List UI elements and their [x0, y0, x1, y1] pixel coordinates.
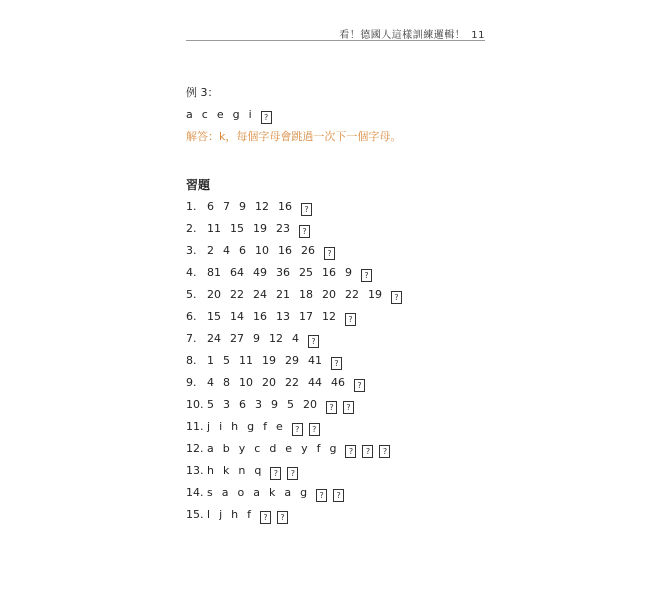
sequence-term: 19	[368, 288, 382, 301]
sequence-term: 5	[223, 354, 230, 367]
sequence-term: c	[201, 108, 208, 121]
sequence-term: 6	[239, 398, 246, 411]
sequence-term: j	[207, 420, 211, 433]
exercise-number: 14.	[186, 486, 204, 499]
exercise-number: 10.	[186, 398, 204, 411]
exercise-number: 7.	[186, 332, 197, 345]
blank-box: ?	[391, 291, 402, 304]
example-sequence	[186, 106, 486, 128]
blank-box: ?	[354, 379, 365, 392]
blank-box: ?	[299, 225, 310, 238]
sequence-term: 16	[278, 200, 292, 213]
exercise-item	[186, 352, 486, 374]
sequence-term: 9	[345, 266, 352, 279]
sequence-term: k	[222, 464, 230, 477]
blank-box: ?	[292, 423, 303, 436]
exercise-item	[186, 484, 486, 506]
sequence-term: 12	[255, 200, 269, 213]
sequence-term: 12	[269, 332, 283, 345]
sequence-term: 27	[230, 332, 244, 345]
sequence-term: d	[269, 442, 277, 455]
blank-box: ?	[324, 247, 335, 260]
sequence-term: 5	[287, 398, 294, 411]
sequence-term: 20	[303, 398, 317, 411]
sequence-term: 10	[239, 376, 253, 389]
exercise-item	[186, 330, 486, 352]
sequence-term: 81	[207, 266, 221, 279]
sequence-term: 41	[308, 354, 322, 367]
exercise-item	[186, 264, 486, 286]
blank-box: ?	[326, 401, 337, 414]
sequence-term: 6	[239, 244, 246, 257]
exercise-number: 3.	[186, 244, 197, 257]
blank-box: ?	[261, 111, 272, 124]
blank-box: ?	[379, 445, 390, 458]
exercise-number: 2.	[186, 222, 197, 235]
sequence-term: a	[186, 108, 193, 121]
blank-box: ?	[361, 269, 372, 282]
sequence-term: c	[254, 442, 261, 455]
sequence-term: 46	[331, 376, 345, 389]
sequence-term: o	[237, 486, 245, 499]
blank-box: ?	[333, 489, 344, 502]
exercise-number: 5.	[186, 288, 197, 301]
sequence-term: 16	[253, 310, 267, 323]
sequence-term: k	[268, 486, 276, 499]
sequence-term: 19	[253, 222, 267, 235]
sequence-term: e	[285, 442, 293, 455]
sequence-term: 15	[207, 310, 221, 323]
sequence-term: 9	[239, 200, 246, 213]
exercise-item	[186, 462, 486, 484]
sequence-term: g	[232, 108, 240, 121]
exercise-item	[186, 418, 486, 440]
sequence-term: 4	[292, 332, 299, 345]
sequence-term: a	[253, 486, 260, 499]
exercise-number: 15.	[186, 508, 204, 521]
exercise-number: 4.	[186, 266, 197, 279]
blank-box: ?	[362, 445, 373, 458]
sequence-term: 8	[223, 376, 230, 389]
exercise-number: 9.	[186, 376, 197, 389]
sequence-term: i	[219, 420, 223, 433]
exercise-item	[186, 308, 486, 330]
sequence-term: 22	[230, 288, 244, 301]
blank-box: ?	[331, 357, 342, 370]
blank-box: ?	[270, 467, 281, 480]
sequence-term: e	[275, 420, 283, 433]
sequence-term: 23	[276, 222, 290, 235]
sequence-term: i	[248, 108, 252, 121]
exercise-item	[186, 242, 486, 264]
sequence-term: 24	[253, 288, 267, 301]
exercises-heading: 習題	[186, 178, 211, 192]
sequence-term: e	[216, 108, 224, 121]
sequence-term: y	[301, 442, 308, 455]
sequence-term: 12	[322, 310, 336, 323]
example-answer: 解答：k，每個字母會跳過一次下一個字母。	[186, 130, 402, 143]
sequence-term: 18	[299, 288, 313, 301]
blank-box: ?	[316, 489, 327, 502]
sequence-term: 49	[253, 266, 267, 279]
sequence-term: 9	[271, 398, 278, 411]
sequence-term: 26	[301, 244, 315, 257]
sequence-term: 25	[299, 266, 313, 279]
sequence-term: f	[247, 508, 251, 521]
sequence-term: 22	[285, 376, 299, 389]
page-content	[186, 84, 486, 528]
blank-box: ?	[301, 203, 312, 216]
sequence-term: a	[207, 442, 214, 455]
sequence-term: 15	[230, 222, 244, 235]
exercise-item	[186, 506, 486, 528]
blank-box: ?	[343, 401, 354, 414]
sequence-term: n	[238, 464, 246, 477]
sequence-term: b	[222, 442, 230, 455]
blank-box: ?	[277, 511, 288, 524]
sequence-term: s	[207, 486, 213, 499]
sequence-term: 64	[230, 266, 244, 279]
sequence-term: 13	[276, 310, 290, 323]
sequence-term: h	[231, 420, 239, 433]
blank-box: ?	[260, 511, 271, 524]
sequence-term: 5	[207, 398, 214, 411]
blank-box: ?	[345, 445, 356, 458]
sequence-term: g	[247, 420, 255, 433]
exercise-item	[186, 220, 486, 242]
sequence-term: 16	[322, 266, 336, 279]
sequence-term: 21	[276, 288, 290, 301]
exercise-number: 6.	[186, 310, 197, 323]
sequence-term: 24	[207, 332, 221, 345]
sequence-term: 36	[276, 266, 290, 279]
example-title: 例 3：	[186, 86, 219, 99]
sequence-term: 20	[207, 288, 221, 301]
sequence-term: a	[284, 486, 292, 499]
sequence-term: 3	[255, 398, 262, 411]
sequence-term: 29	[285, 354, 299, 367]
blank-box: ?	[308, 335, 319, 348]
header-title: 看！德國人這樣訓練邏輯！	[339, 30, 466, 41]
exercise-number: 11.	[186, 420, 204, 433]
sequence-term: 17	[299, 310, 313, 323]
sequence-term: 16	[278, 244, 292, 257]
sequence-term: 7	[223, 200, 230, 213]
sequence-term: 20	[322, 288, 336, 301]
sequence-term: 9	[253, 332, 260, 345]
exercise-item	[186, 286, 486, 308]
exercise-number: 13.	[186, 464, 204, 477]
sequence-term: a	[221, 486, 229, 499]
exercise-item	[186, 440, 486, 462]
exercise-number: 12.	[186, 442, 204, 455]
sequence-term: 4	[207, 376, 214, 389]
exercise-number: 8.	[186, 354, 197, 367]
sequence-term: 14	[230, 310, 244, 323]
sequence-term: h	[207, 464, 214, 477]
blank-box: ?	[287, 467, 298, 480]
sequence-term: 44	[308, 376, 322, 389]
page-number: 11	[471, 30, 485, 41]
sequence-term: 11	[239, 354, 253, 367]
sequence-term: 4	[223, 244, 230, 257]
sequence-term: 2	[207, 244, 214, 257]
sequence-term: j	[219, 508, 223, 521]
sequence-term: 11	[207, 222, 221, 235]
sequence-term: 22	[345, 288, 359, 301]
sequence-term: 19	[262, 354, 276, 367]
exercise-item	[186, 198, 486, 220]
sequence-term: f	[316, 442, 321, 455]
exercise-item	[186, 396, 486, 418]
sequence-term: 10	[255, 244, 269, 257]
sequence-term: f	[263, 420, 267, 433]
sequence-term: y	[238, 442, 246, 455]
sequence-term: 20	[262, 376, 276, 389]
sequence-term: 3	[223, 398, 230, 411]
exercise-number: 1.	[186, 200, 197, 213]
exercise-list	[186, 198, 486, 528]
header-rule	[186, 40, 485, 41]
sequence-term: h	[231, 508, 239, 521]
sequence-term: g	[329, 442, 337, 455]
sequence-term: 1	[207, 354, 214, 367]
sequence-term: l	[207, 508, 211, 521]
running-header	[186, 26, 485, 41]
sequence-term: 6	[207, 200, 214, 213]
sequence-term: g	[300, 486, 308, 499]
exercise-item	[186, 374, 486, 396]
sequence-term: q	[254, 464, 262, 477]
blank-box: ?	[345, 313, 356, 326]
blank-box: ?	[309, 423, 320, 436]
